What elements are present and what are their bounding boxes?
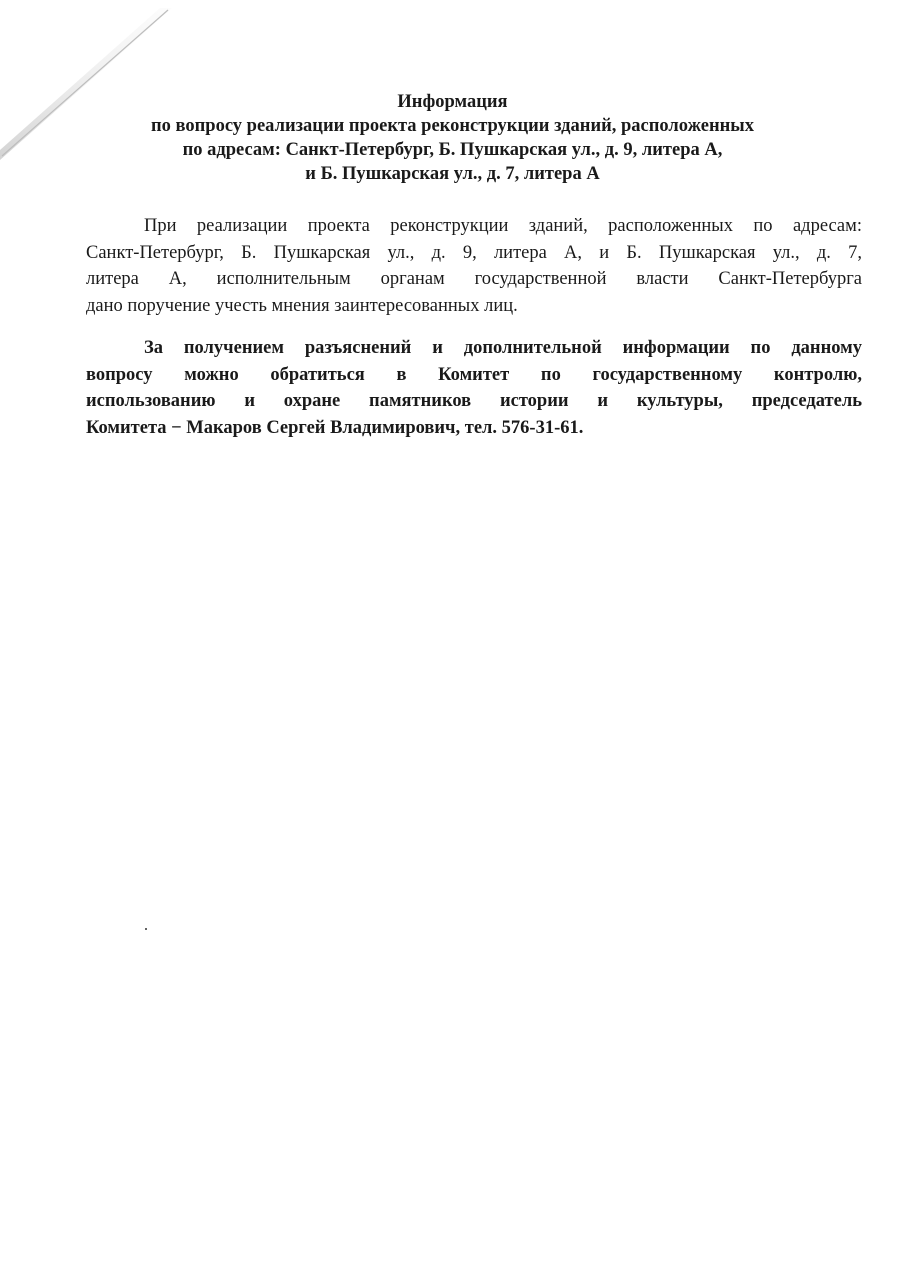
- scan-speck: [145, 928, 147, 930]
- paragraph-line: вопросу можно обратиться в Комитет по государственному контролю,: [86, 364, 862, 385]
- document-title: [60, 90, 845, 186]
- paragraph-line: использованию и охране памятников истории и культуры, председатель: [86, 391, 862, 411]
- title-line: Информация: [397, 92, 508, 112]
- body-paragraph-2: [86, 335, 862, 441]
- paragraph-line: Санкт-Петербург, Б. Пушкарская ул., д. 9, литера А, и Б. Пушкарская ул., д. 7,: [86, 242, 862, 263]
- paragraph-line: литера А, исполнительным органам государственной власти Санкт-Петербурга: [86, 269, 862, 289]
- title-line: и Б. Пушкарская ул., д. 7, литера А: [305, 164, 600, 184]
- paragraph-line: дано поручение учесть мнения заинтересованных лиц.: [86, 295, 518, 316]
- paragraph-line: За получением разъяснений и дополнительной информации по данному: [144, 338, 862, 358]
- title-line: по вопросу реализации проекта реконструкции зданий, расположенных: [150, 116, 754, 136]
- paragraph-line: При реализации проекта реконструкции зданий, расположенных по адресам:: [144, 216, 862, 236]
- paragraph-line: Комитета − Макаров Сергей Владимирович, тел. 576-31-61.: [86, 417, 584, 438]
- title-line: по адресам: Санкт-Петербург, Б. Пушкарская ул., д. 9, литера А,: [182, 140, 723, 160]
- body-paragraph-1: [86, 213, 862, 319]
